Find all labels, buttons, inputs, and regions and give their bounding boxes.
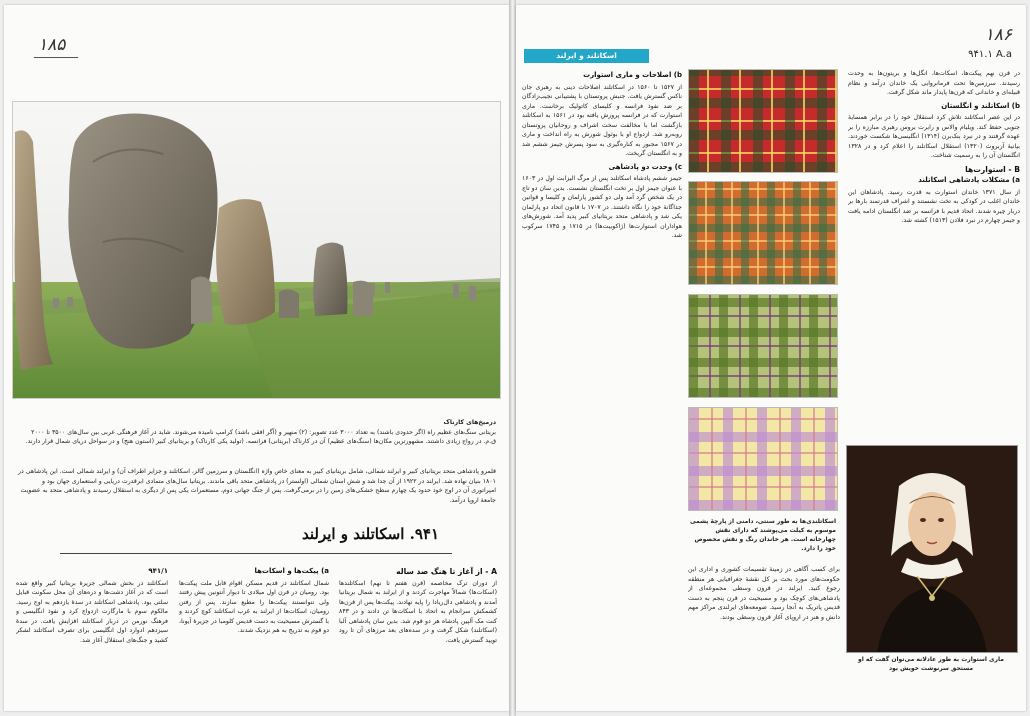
tartan-caption: اسکاتلندی‌ها به طور سنتی، دامنی از پارچهٔ پشمی موسوم به کیلت می‌پوشند که دارای نقش چهارخانه است. هر خاندان رنگ و نقش مخصوص خود را دارد. (689, 518, 836, 552)
col2-heading: a) پیکت‌ها و اسکات‌ها (254, 567, 329, 575)
book-gutter (509, 0, 516, 716)
tartan-swatch-lilac (688, 407, 838, 511)
left-column-1 (339, 565, 497, 705)
col1-text: از دوران ترک مخاصمه (قرن هفتم تا نهم) اسکاتلندها (اسکات‌ها) شمالاً مهاجرت کردند و از ایرلند به شمال بریتانیا آمدند و پادشاهی دال‌ریادا را پایه نهادند. پیکت‌ها پس از قرن‌ها کشمکش سرانجام به اتحاد با اسکات‌ها تن دادند و در ۸۴۳ کنت مک آلپین پادشاه هر دو قوم شد. بدین سان پادشاهی آلبا (اسکاتلند) شکل گرفت و در سده‌های بعد مرزهای آن تا رود تویید گسترش یافت. (339, 579, 497, 644)
scot-eng-text: در این عصر اسکاتلند تلاش کرد استقلال خود را در برابر همسایهٔ جنوبی حفظ کند. ویلیام والاس و رابرت بروس رهبری مبارزه را بر عهده گرفتند و در نبرد بنک‌برن (۱۳۱۴) انگلیسی‌ها شکست خوردند. بیانیهٔ آربروث (۱۳۲۰) استقلال اسکاتلند را اعلام کرد و در ۱۳۲۸ انگلستان آن را به رسمیت شناخت. (848, 114, 1020, 159)
left-page (4, 5, 509, 711)
left-column-2 (179, 565, 329, 705)
problems-heading: a) مشکلات پادشاهی اسکاتلند (918, 176, 1020, 184)
problems-text: از سال ۱۳۷۱ خاندان استوارت به قدرت رسید. پادشاهان این خاندان اغلب در کودکی به تخت نشستند و اشراف قدرتمند بارها بر دربار چیره شدند. اتحاد قدیم با فرانسه بر ضد انگلستان ادامه یافت و جیمز چهارم در نبرد فلادن (۱۵۱۳) کشته شد. (848, 188, 1020, 224)
carnac-stones-photo (12, 101, 501, 399)
tartan-swatch-red (688, 69, 838, 173)
reform-heading: b) اصلاحات و ماری استوارت (583, 71, 682, 79)
left-column-3 (16, 565, 168, 705)
chapter-title: ۹۴۱. اسکاتلند و ایرلند (301, 525, 439, 543)
col1-heading: A - از آغاز تا هنگ صد ساله (396, 567, 497, 576)
section-code: ۹۴۱.۱ A.a (968, 49, 1012, 60)
right-intro: در قرن نهم پیکت‌ها، اسکات‌ها، انگل‌ها و بریتون‌ها به وحدت رسیدند. سرزمین‌ها تحت فرمانروایی یک خاندان درآمد و نظام قبیله‌ای و خاندانی که قرن‌ها پایدار ماند شکل گرفت. (848, 70, 1020, 96)
chapter-rule (60, 553, 452, 554)
reform-text: از ۱۵۲۷ تا ۱۵۶۰ در اسکاتلند اصلاحات دینی به رهبری جان ناکس گسترش یافت. جنبش پروتستان با پشتیبانی نجیب‌زادگان بر ضد نفوذ فرانسه و کلیسای کاتولیک برخاست. ماری استوارت که در فرانسه پرورش یافته بود در ۱۵۶۱ به اسکاتلند بازگشت اما با مخالفت سخت اشراف و روحانیان پروتستان روبه‌رو شد. ازدواج او با بوثول شورش به راه انداخت و ماری در ۱۵۶۷ مجبور به کناره‌گیری به سود پسرش جیمز ششم شد و به انگلستان گریخت. (522, 83, 682, 157)
union-text: جیمز ششم پادشاه اسکاتلند پس از مرگ الیزابت اول در ۱۶۰۳ با عنوان جیمز اول بر تخت انگلستان نشست. بدین سان دو تاج در یک شخص گرد آمد ولی دو کشور پارلمان و کلیسا و قوانین جداگانهٔ خود را نگاه داشتند. در ۱۷۰۷ با قانون اتحاد دو پارلمان یکی شد و پادشاهی متحد بریتانیای کبیر پدید آمد. شورش‌های هواداران استوارت‌ها (ژاکوبیت‌ها) در ۱۷۱۵ و ۱۷۴۵ سرکوب شد. (522, 175, 682, 239)
portrait-caption: ماری استوارت به طور عادلانه می‌توان گفت که او مستحق سرنوشت خویش بود (858, 656, 1004, 672)
caption-text: بریتانی سنگ‌های عظیم راه (اگر حدودی باشند) به تعداد ۳۰۰۰ عدد تصویر: (۲) منهیر و (آگر افقی باشد) کرامپ نامیده می‌شوند. شاید در آغاز فرهنگی عربی بین سال‌های ۳۵۰۰ تا ۲۰۰۰ ق.م. در رواج زیادی داشتند. مشهورترین مکان‌ها (سنگ‌های عظیم) آن در کارناک (بریتانی) فرانسه. (تولید یکی کارناک) و بریتانیای کبیر (استون هنج) و در سواحل دریای شمال قرار دارند. (25, 428, 496, 445)
mary-stuart-portrait (846, 445, 1018, 653)
page-number: ۱۸۵ (38, 35, 66, 55)
col3-heading: ۹۴۱/۱ (148, 567, 168, 575)
right-column-right (848, 69, 1020, 439)
tartan-swatch-green (688, 294, 838, 398)
col3-text: اسکاتلند در بخش شمالی جزیرهٔ بریتانیا کبیر واقع شده است که در آغاز دشت‌ها و دره‌های آن محل سکونت قبایل سلتی بود. پادشاهی اسکاتلند در سدهٔ یازدهم به اوج رسید. مالکوم سوم با مارگارت ازدواج کرد و نفوذ انگلیسی و فرهنگ نورمن در دربار اسکاتلند افزایش یافت. در سدهٔ سیزدهم ادوارد اول انگلیسی برای تصرف اسکاتلند لشکر کشید و جنگ‌های استقلال آغاز شد. (16, 579, 168, 644)
tartan-swatch-orange (688, 181, 838, 285)
middle-text: برای کسب آگاهی در زمینهٔ تقسیمات کشوری و اداری این حکومت‌های مورد بحث بر کل نقشهٔ جغرافیایی هر منطقه رجوع کنید. ایرلند در قرون وسطی مجموعه‌ای از پادشاهی‌های کوچک بود و مسیحیت در قرن پنجم به دست قدیس پاتریک به آنجا رسید. صومعه‌های ایرلندی مراکز مهم دانش و هنر در اروپای آغاز قرون وسطی بودند. (688, 566, 840, 621)
photo-caption (18, 418, 496, 447)
section-tag: اسکاتلند و ایرلند (524, 49, 649, 63)
page-number: ۱۸۶ (984, 25, 1012, 45)
col2-text: شمال اسکاتلند در قدیم مسکن اقوام قابل ملت پیکت‌ها بود. رومیان در قرن اول میلادی تا دیوار آنتونین پیش رفتند ولی نتوانستند پیکت‌ها را مطیع سازند. پس از رفتن رومیان، اسکات‌ها از ایرلند به غرب اسکاتلند کوچ کردند و با گسترش مسیحیت به دست قدیس کلومبا در جزیرهٔ آیونا، دو قوم به تدریج به هم نزدیک شدند. (179, 579, 329, 634)
page-number-underline (34, 57, 78, 58)
intro-paragraph: قلمرو پادشاهی متحد بریتانیای کبیر و ایرلند شمالی، شامل بریتانیای کبیر به معنای خاص واژه (انگلستان و سرزمین گالز، اسکاتلند و جزایر اطراف آن) و ایرلند شمالی است. این پادشاهی در ۱۸۰۱ بنیان نهاده شد. ایرلند در ۱۹۲۲ از آن جدا شد و شش استان شمالی (اولستر) در پادشاهی متحد باقی ماندند. بریتانیا سال‌های متمادی ابرقدرت دریایی و استعماری جهان بود و امپراتوری آن در اوج خود حدود یک چهارم سطح خشکی‌های زمین را در برمی‌گرفت. پس از جنگ جهانی دوم، مستعمرات یکی پس از دیگری به استقلال رسیدند و پادشاهی متحد به عضویت جامعهٔ اروپا درآمد. (18, 468, 496, 504)
stuarts-heading: B - استوارت‌ها (965, 164, 1020, 174)
right-column-middle-bottom (688, 565, 840, 705)
right-column-left (522, 69, 682, 705)
caption-title: درمیخ‌های کارناک (443, 419, 496, 426)
right-page (516, 5, 1026, 711)
union-heading: c) وحدت دو پادشاهی (608, 162, 682, 171)
scot-eng-heading: b) اسکاتلند و انگلستان (941, 101, 1020, 110)
